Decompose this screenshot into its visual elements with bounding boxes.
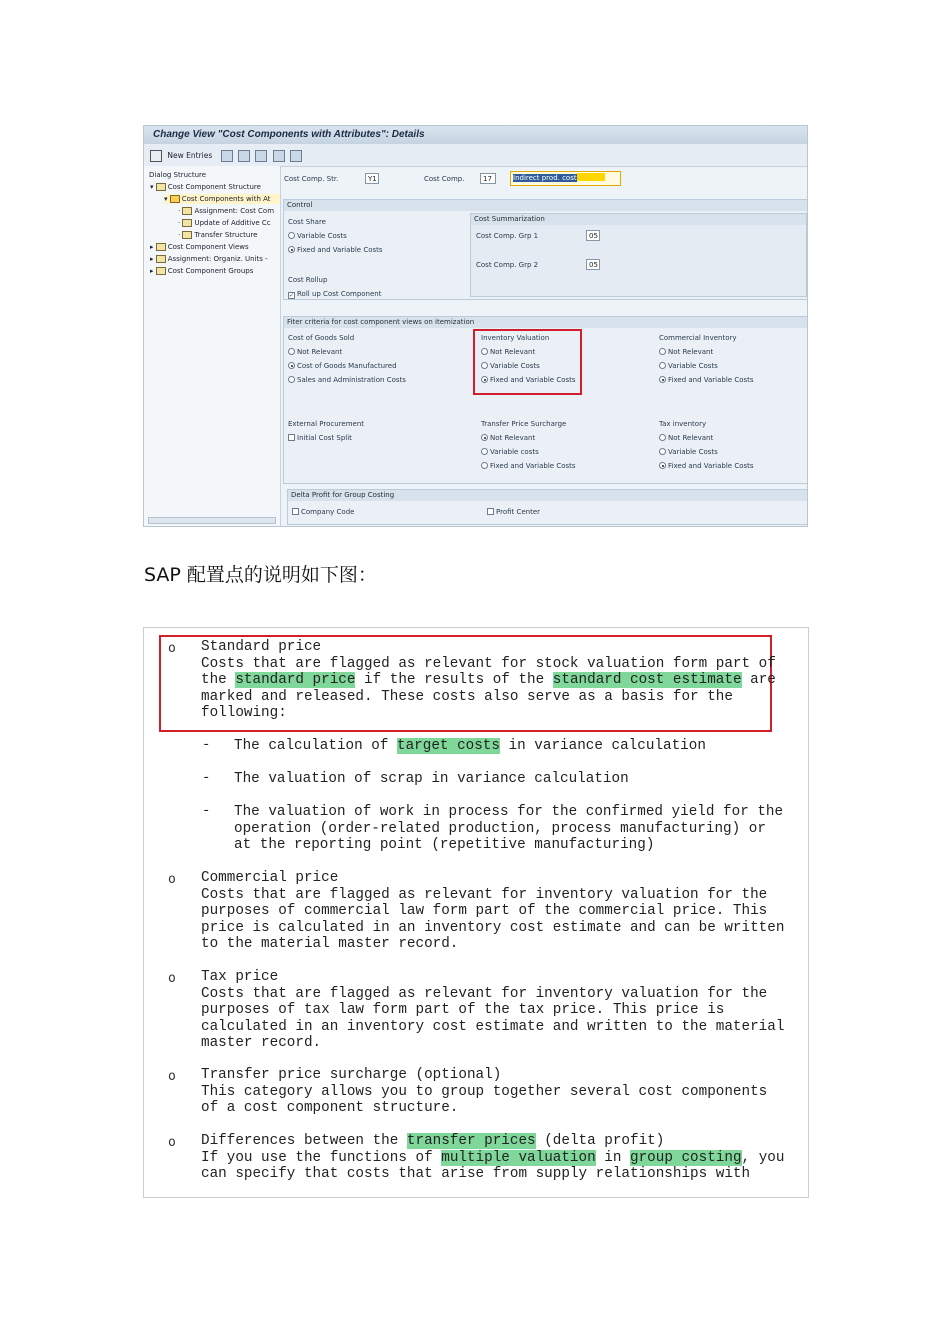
nav-assignment-organiz-units[interactable]: ▸ Assignment: Organiz. Units - xyxy=(150,255,268,263)
delta-profit-group xyxy=(287,489,808,525)
folder-icon xyxy=(182,231,192,239)
caption-text: SAP 配置点的说明如下图： xyxy=(144,564,377,586)
control-group-title: Control xyxy=(284,200,807,211)
cost-comp-label: Cost Comp. xyxy=(424,175,465,183)
folder-icon xyxy=(156,255,166,263)
bullet: o xyxy=(168,971,176,986)
dash: - xyxy=(202,770,211,786)
undo-icon[interactable] xyxy=(238,150,250,162)
inventory-valuation-label: Inventory Valuation xyxy=(481,334,550,342)
inventory-variable-costs[interactable]: Variable Costs xyxy=(481,361,540,371)
control-group xyxy=(283,199,808,300)
transfer-not-relevant[interactable]: Not Relevant xyxy=(481,433,535,443)
inventory-not-relevant[interactable]: Not Relevant xyxy=(481,347,535,357)
tax-inventory-label: Tax inventory xyxy=(659,420,707,428)
cost-comp-field[interactable]: 17 xyxy=(480,173,496,184)
sub-item-wip: The valuation of work in process for the confirmed yield for the operation (order-related production, process manufacturing) or at the reporting point (repetitive manufacturing) xyxy=(234,804,784,853)
nav-update-additive[interactable]: · Update of Additive Cc xyxy=(178,219,271,227)
cogs-label: Cost of Goods Sold xyxy=(288,334,355,342)
cost-comp-str-label: Cost Comp. Str. xyxy=(284,175,339,183)
inventory-fixed-variable[interactable]: Fixed and Variable Costs xyxy=(481,375,576,385)
tax-fixed-variable[interactable]: Fixed and Variable Costs xyxy=(659,461,754,471)
differences-block: Differences between the transfer prices (delta profit) If you use the functions of multiple valuation in group costing, you can specify that costs that arise from supply relationships with xyxy=(201,1133,785,1182)
bullet: o xyxy=(168,1135,176,1150)
dash: - xyxy=(202,737,211,753)
documentation-screenshot xyxy=(143,627,809,1198)
toolbar xyxy=(144,144,808,167)
checkbox-roll-up[interactable]: ✓ Roll up Cost Component xyxy=(289,290,382,299)
grp2-label: Cost Comp. Grp 2 xyxy=(476,261,539,269)
checkbox-initial-cost-split[interactable]: Initial Cost Split xyxy=(288,433,352,443)
cogs-goods-manufactured[interactable]: Cost of Goods Manufactured xyxy=(288,361,397,371)
nav-cost-component-views[interactable]: ▸ Cost Component Views xyxy=(150,243,249,251)
sub-item-target-costs: The calculation of target costs in variance calculation xyxy=(234,738,706,754)
commercial-price-block: Commercial price Costs that are flagged as relevant for inventory valuation for the purposes of commercial law form part of the commercial price. This price is calculated in an inventory cost estimate and can be written to the material master record. xyxy=(201,870,785,952)
delta-profit-title: Delta Profit for Group Costing xyxy=(288,490,807,501)
radio-variable-costs[interactable]: Variable Costs xyxy=(288,231,347,241)
sap-screenshot xyxy=(143,125,808,527)
folder-open-icon xyxy=(170,195,180,203)
commercial-fixed-variable[interactable]: Fixed and Variable Costs xyxy=(659,375,754,385)
display-change-icon[interactable] xyxy=(150,150,162,162)
save-icon[interactable] xyxy=(255,150,267,162)
cost-comp-str-field[interactable]: Y1 xyxy=(365,173,379,184)
cogs-sales-admin[interactable]: Sales and Administration Costs xyxy=(288,375,406,385)
sub-item-scrap: The valuation of scrap in variance calculation xyxy=(234,771,629,787)
cost-rollup-label: Cost Rollup xyxy=(288,276,328,284)
filter-criteria-title: Fiter criteria for cost component views on itemization xyxy=(284,317,807,328)
inventory-valuation-highlight xyxy=(473,329,582,395)
folder-icon xyxy=(156,267,166,275)
commercial-inventory-label: Commercial Inventory xyxy=(659,334,737,342)
nav-scrollbar[interactable] xyxy=(148,517,276,524)
copy-icon[interactable] xyxy=(221,150,233,162)
nav-cost-component-structure[interactable]: ▾ Cost Component Structure xyxy=(150,183,261,191)
bullet: o xyxy=(168,872,176,887)
bullet: o xyxy=(168,641,176,656)
nav-assignment-cost-comp[interactable]: · Assignment: Cost Com xyxy=(178,207,275,215)
tax-not-relevant[interactable]: Not Relevant xyxy=(659,433,713,443)
folder-icon xyxy=(182,219,192,227)
external-procurement-label: External Procurement xyxy=(288,420,364,428)
grp2-field[interactable]: 05 xyxy=(586,259,600,270)
commercial-not-relevant[interactable]: Not Relevant xyxy=(659,347,713,357)
dialog-structure-header: Dialog Structure xyxy=(149,171,207,179)
transfer-variable-costs[interactable]: Variable costs xyxy=(481,447,539,457)
commercial-variable-costs[interactable]: Variable Costs xyxy=(659,361,718,371)
cost-summarization-group xyxy=(470,213,807,297)
folder-icon xyxy=(156,183,166,191)
nav-transfer-structure[interactable]: · Transfer Structure xyxy=(178,231,258,239)
tax-variable-costs[interactable]: Variable Costs xyxy=(659,447,718,457)
cost-share-label: Cost Share xyxy=(288,218,326,226)
transfer-fixed-variable[interactable]: Fixed and Variable Costs xyxy=(481,461,576,471)
cost-summarization-title: Cost Summarization xyxy=(471,214,806,225)
cogs-not-relevant[interactable]: Not Relevant xyxy=(288,347,342,357)
dialog-structure-panel xyxy=(144,166,281,527)
new-entries-button[interactable]: New Entries xyxy=(167,151,213,160)
transfer-surcharge-label: Transfer Price Surcharge xyxy=(481,420,567,428)
window-title: Change View "Cost Components with Attributes": Details xyxy=(144,126,808,144)
transfer-price-block: Transfer price surcharge (optional) This category allows you to group together several cost components of a cost component structure. xyxy=(201,1067,768,1116)
folder-icon xyxy=(156,243,166,251)
dash: - xyxy=(202,803,211,819)
deselect-icon[interactable] xyxy=(290,150,302,162)
checkbox-company-code[interactable]: Company Code xyxy=(292,507,354,517)
grp1-field[interactable]: 05 xyxy=(586,230,600,241)
radio-fixed-variable-costs[interactable]: Fixed and Variable Costs xyxy=(288,245,383,255)
nav-cost-component-groups[interactable]: ▸ Cost Component Groups xyxy=(150,267,254,275)
nav-cost-components-with-attributes[interactable]: ▾ Cost Components with At xyxy=(164,194,280,204)
grp1-label: Cost Comp. Grp 1 xyxy=(476,232,539,240)
tax-price-block: Tax price Costs that are flagged as relevant for inventory valuation for the purposes of tax law form part of the tax price. This price is calculated in an inventory cost estimate and written to the material master record. xyxy=(201,969,785,1051)
bullet: o xyxy=(168,1069,176,1084)
cost-comp-description[interactable]: Indirect prod. cost xyxy=(510,171,621,186)
checkbox-profit-center[interactable]: Profit Center xyxy=(487,507,540,517)
standard-price-block: Standard price Costs that are flagged as relevant for stock valuation form part of the standard price if the results of the standard cost estimate are marked and released. These costs also serve as a basis for the following: xyxy=(201,639,776,721)
select-all-icon[interactable] xyxy=(273,150,285,162)
folder-icon xyxy=(182,207,192,215)
